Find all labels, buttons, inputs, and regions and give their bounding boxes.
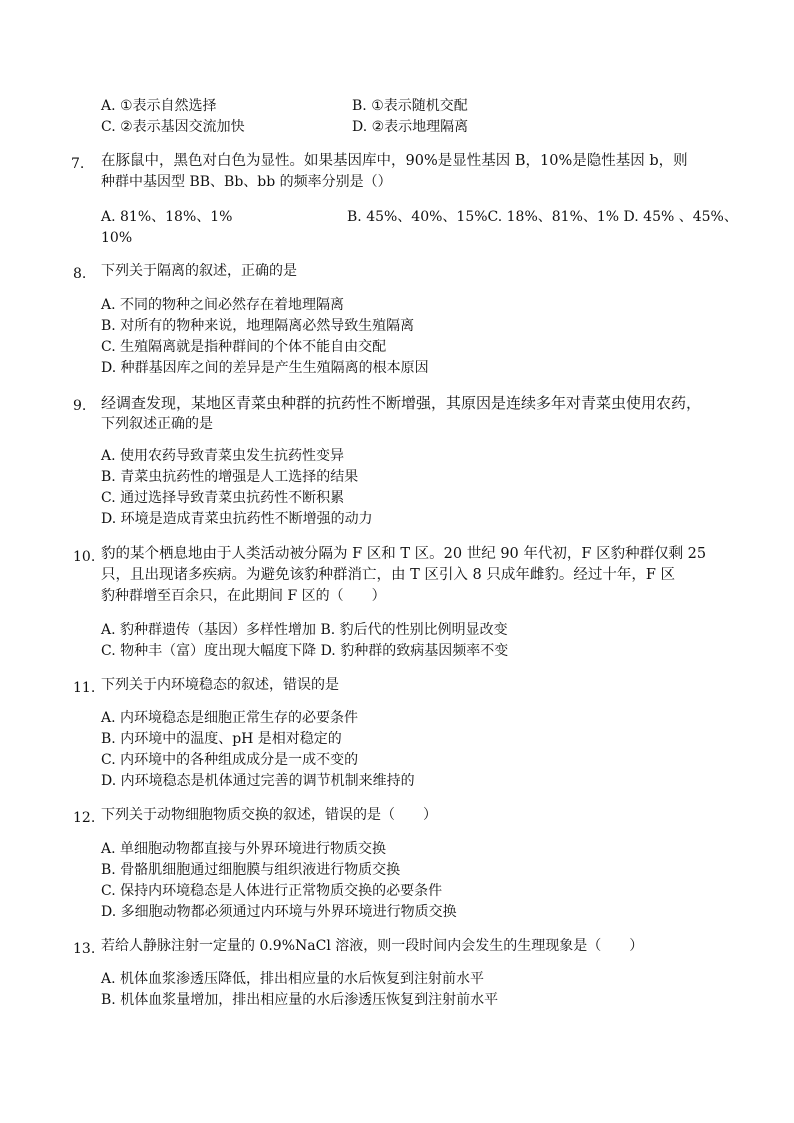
q10-stem-line1: 豹的某个栖息地由于人类活动被分隔为 F 区和 T 区。20 世纪 90 年代初，F 区豹种群仅剩 25 <box>101 546 707 562</box>
q8-stem: 下列关于隔离的叙述，正确的是 <box>101 263 297 279</box>
q13-number: 13. <box>73 941 96 957</box>
q6-option-b: B. ①表示随机交配 <box>352 98 468 114</box>
q11-option-b: B. 内环境中的温度、pH 是相对稳定的 <box>101 731 342 747</box>
q9-option-b: B. 青菜虫抗药性的增强是人工选择的结果 <box>101 469 359 485</box>
q13-stem: 若给人静脉注射一定量的 0.9%NaCl 溶液，则一段时间内会发生的生理现象是（ ） <box>101 938 644 954</box>
q6-option-d: D. ②表示地理隔离 <box>352 119 469 135</box>
q7-stem-line1: 在豚鼠中，黑色对白色为显性。如果基因库中，90%是显性基因 B，10%是隐性基因 b，则 <box>101 153 688 169</box>
q10-stem-line2: 只，且出现诸多疾病。为避免该豹种群消亡，由 T 区引入 8 只成年雌豹。经过十年，F 区 <box>101 567 675 583</box>
q12-option-c: C. 保持内环境稳态是人体进行正常物质交换的必要条件 <box>101 883 443 899</box>
q7-stem-line2: 种群中基因型 BB、Bb、bb 的频率分别是（） <box>101 174 392 190</box>
q12-option-a: A. 单细胞动物都直接与外界环境进行物质交换 <box>101 841 387 857</box>
q7-option-d-wrap: 10% <box>101 230 133 246</box>
q12-option-b: B. 骨骼肌细胞通过细胞膜与组织液进行物质交换 <box>101 862 401 878</box>
q9-option-d: D. 环境是造成青菜虫抗药性不断增强的动力 <box>101 511 373 527</box>
q13-option-a: A. 机体血浆渗透压降低，排出相应量的水后恢复到注射前水平 <box>101 971 485 987</box>
q10-options-ab: A. 豹种群遗传（基因）多样性增加 B. 豹后代的性别比例明显改变 <box>101 622 508 638</box>
q9-stem-line1: 经调查发现，某地区青菜虫种群的抗药性不断增强，其原因是连续多年对青菜虫使用农药， <box>101 394 702 412</box>
q11-option-d: D. 内环境稳态是机体通过完善的调节机制来维持的 <box>101 773 415 789</box>
q8-option-d: D. 种群基因库之间的差异是产生生殖隔离的根本原因 <box>101 360 429 376</box>
q12-option-d: D. 多细胞动物都必须通过内环境与外界环境进行物质交换 <box>101 904 457 920</box>
q11-number: 11. <box>73 680 96 696</box>
q9-option-c: C. 通过选择导致青菜虫抗药性不断积累 <box>101 490 345 506</box>
q10-stem-line3: 豹种群增至百余只，在此期间 F 区的（ ） <box>101 588 386 604</box>
q6-option-c: C. ②表示基因交流加快 <box>101 119 245 135</box>
q7-option-a: A. 81%、18%、1% <box>101 209 233 225</box>
q6-option-a: A. ①表示自然选择 <box>101 98 217 114</box>
q10-number: 10. <box>73 549 96 565</box>
q9-number: 9. <box>73 398 87 414</box>
q11-option-c: C. 内环境中的各种组成成分是一成不变的 <box>101 752 359 768</box>
q13-option-b: B. 机体血浆量增加，排出相应量的水后渗透压恢复到注射前水平 <box>101 992 499 1008</box>
q7-number: 7. <box>71 156 85 172</box>
q11-stem: 下列关于内环境稳态的叙述，错误的是 <box>101 677 339 693</box>
q10-options-cd: C. 物种丰（富）度出现大幅度下降 D. 豹种群的致病基因频率不变 <box>101 643 509 659</box>
q12-number: 12. <box>73 810 96 826</box>
q8-option-b: B. 对所有的物种来说，地理隔离必然导致生殖隔离 <box>101 318 415 334</box>
q8-number: 8. <box>73 266 87 282</box>
q9-option-a: A. 使用农药导致青菜虫发生抗药性变异 <box>101 448 345 464</box>
q12-stem: 下列关于动物细胞物质交换的叙述，错误的是（ ） <box>101 807 437 823</box>
q8-option-a: A. 不同的物种之间必然存在着地理隔离 <box>101 297 345 313</box>
q9-stem-line2: 下列叙述正确的是 <box>101 416 213 432</box>
q8-option-c: C. 生殖隔离就是指种群间的个体不能自由交配 <box>101 339 387 355</box>
q11-option-a: A. 内环境稳态是细胞正常生存的必要条件 <box>101 710 359 726</box>
q7-options-bcd: B. 45%、40%、15%C. 18%、81%、1% D. 45% 、45%、 <box>347 209 738 225</box>
